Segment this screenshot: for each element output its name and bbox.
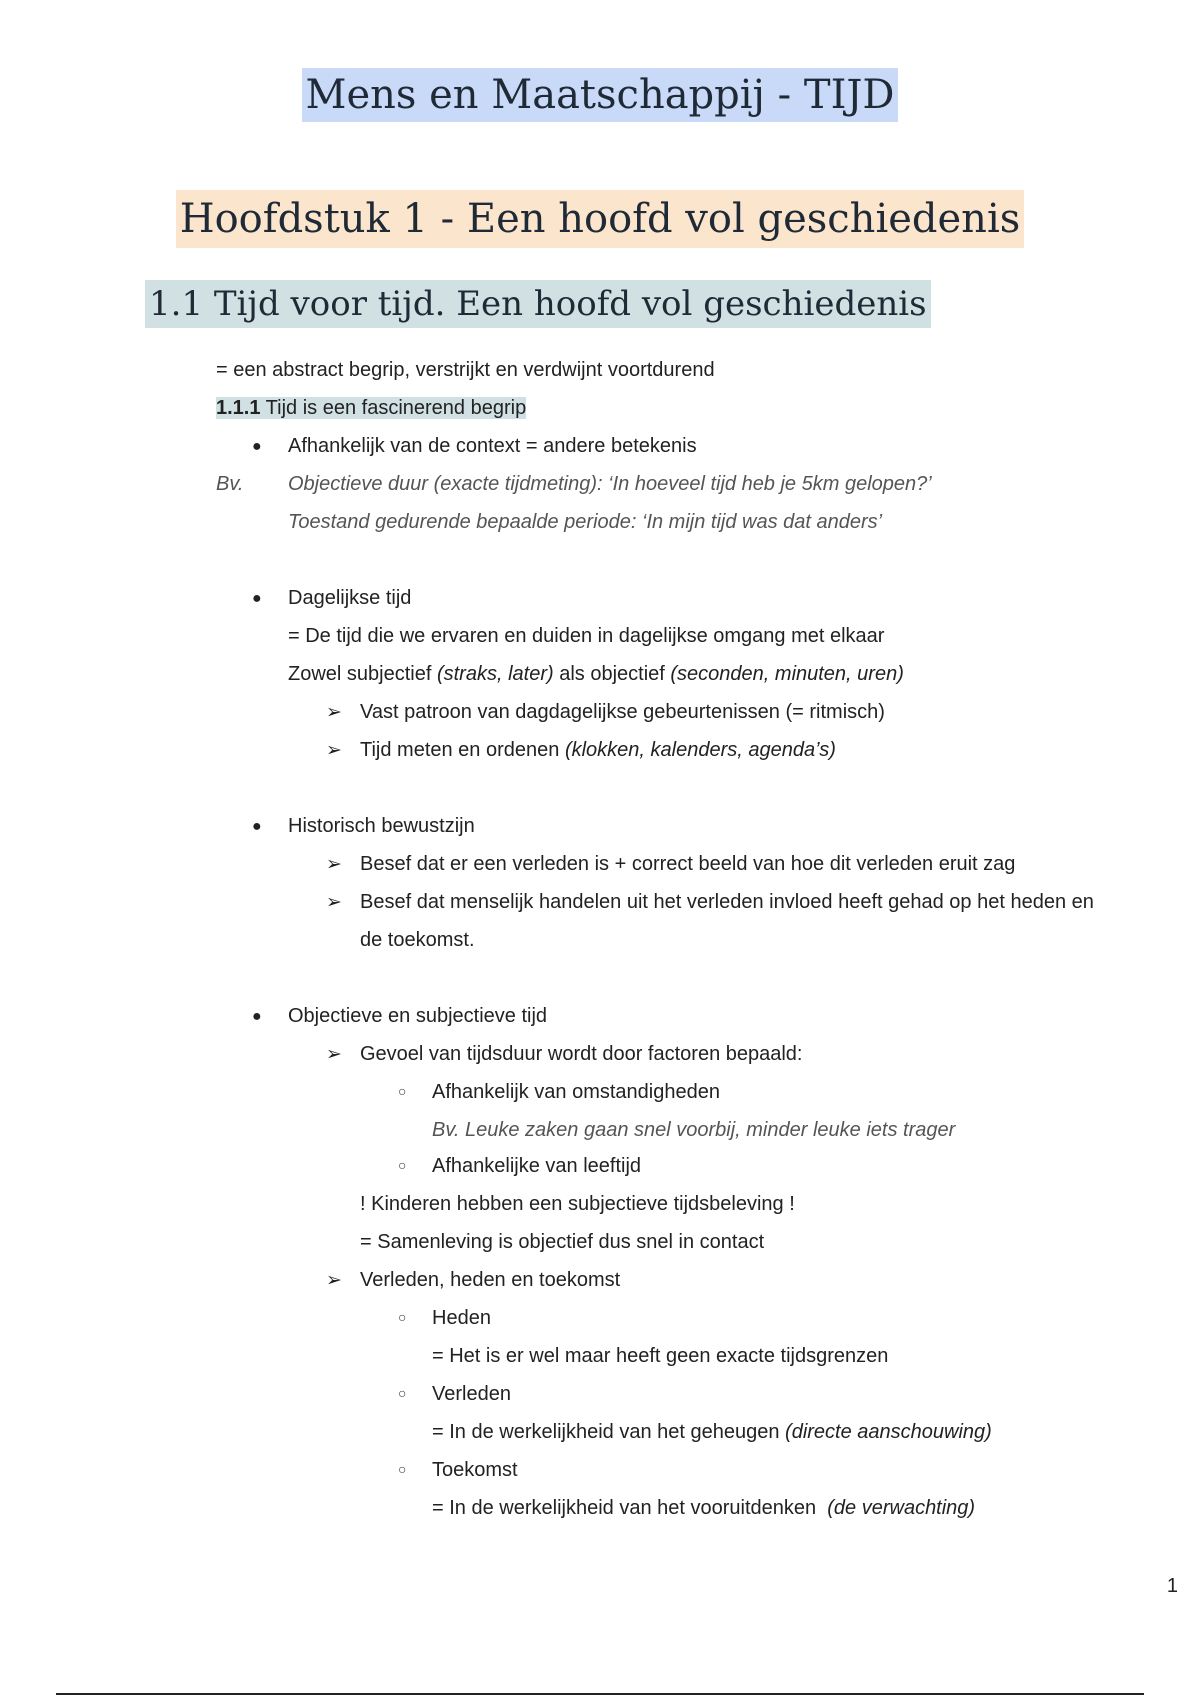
intro-definition: = een abstract begrip, verstrijkt en verdwijnt voortdurend: [216, 359, 715, 381]
arrow-icon: ➢: [326, 1270, 342, 1291]
list-item: Besef dat er een verleden is + correct beeld van hoe dit verleden eruit zag: [360, 853, 1016, 875]
arrow-icon: ➢: [326, 1044, 342, 1065]
list-item: Dagelijkse tijd: [288, 587, 412, 609]
list-item: Gevoel van tijdsduur wordt door factoren bepaald:: [360, 1043, 803, 1065]
list-item: Objectieve en subjectieve tijd: [288, 1005, 548, 1027]
hollow-circle-icon: ○: [398, 1385, 407, 1401]
list-item-continuation: de toekomst.: [360, 929, 475, 951]
footer-divider: [56, 1693, 1144, 1695]
bullet-icon: ●: [252, 1008, 262, 1025]
list-item: Heden: [432, 1307, 491, 1329]
hollow-circle-icon: ○: [398, 1461, 407, 1477]
document-title: Mens en Maatschappij - TIJD: [0, 72, 1200, 118]
arrow-icon: ➢: [326, 892, 342, 913]
list-item: Toekomst: [432, 1459, 518, 1481]
bullet-icon: ●: [252, 590, 262, 607]
definition-line: = Het is er wel maar heeft geen exacte tijdsgrenzen: [432, 1345, 889, 1367]
hollow-circle-icon: ○: [398, 1309, 407, 1325]
arrow-icon: ➢: [326, 740, 342, 761]
list-item: Besef dat menselijk handelen uit het verleden invloed heeft gehad op het heden en: [360, 891, 1094, 913]
list-item: Tijd meten en ordenen (klokken, kalenders, agenda’s): [360, 739, 836, 761]
example-label: Bv.: [216, 473, 244, 495]
list-item: Vast patroon van dagdagelijkse gebeurtenissen (= ritmisch): [360, 701, 885, 723]
bullet-icon: ●: [252, 818, 262, 835]
example-line: Toestand gedurende bepaalde periode: ‘In mijn tijd was dat anders’: [288, 511, 883, 533]
note-line: ! Kinderen hebben een subjectieve tijdsbeleving !: [360, 1193, 795, 1215]
hollow-circle-icon: ○: [398, 1157, 407, 1173]
note-line: = Samenleving is objectief dus snel in contact: [360, 1231, 765, 1253]
page-number: 1: [1166, 1575, 1178, 1597]
hollow-circle-icon: ○: [398, 1083, 407, 1099]
list-item: Afhankelijke van leeftijd: [432, 1155, 642, 1177]
definition-line: = De tijd die we ervaren en duiden in dagelijkse omgang met elkaar: [288, 625, 885, 647]
list-item: Afhankelijk van omstandigheden: [432, 1081, 720, 1103]
example-line: Objectieve duur (exacte tijdmeting): ‘In hoeveel tijd heb je 5km gelopen?’: [288, 473, 932, 495]
list-item: Verleden, heden en toekomst: [360, 1269, 621, 1291]
subsection-heading: 1.1.1 Tijd is een fascinerend begrip: [216, 397, 527, 419]
example-line: Bv. Leuke zaken gaan snel voorbij, minder leuke iets trager: [432, 1119, 956, 1141]
list-item: Afhankelijk van de context = andere betekenis: [288, 435, 697, 457]
chapter-heading: Hoofdstuk 1 - Een hoofd vol geschiedenis: [0, 196, 1200, 242]
list-item: Verleden: [432, 1383, 511, 1405]
section-heading: 1.1 Tijd voor tijd. Een hoofd vol geschiedenis: [145, 284, 931, 324]
arrow-icon: ➢: [326, 702, 342, 723]
definition-line: = In de werkelijkheid van het vooruitdenken (de verwachting): [432, 1497, 976, 1519]
bullet-icon: ●: [252, 438, 262, 455]
definition-line: Zowel subjectief (straks, later) als objectief (seconden, minuten, uren): [288, 663, 904, 685]
list-item: Historisch bewustzijn: [288, 815, 475, 837]
arrow-icon: ➢: [326, 854, 342, 875]
definition-line: = In de werkelijkheid van het geheugen (directe aanschouwing): [432, 1421, 992, 1443]
